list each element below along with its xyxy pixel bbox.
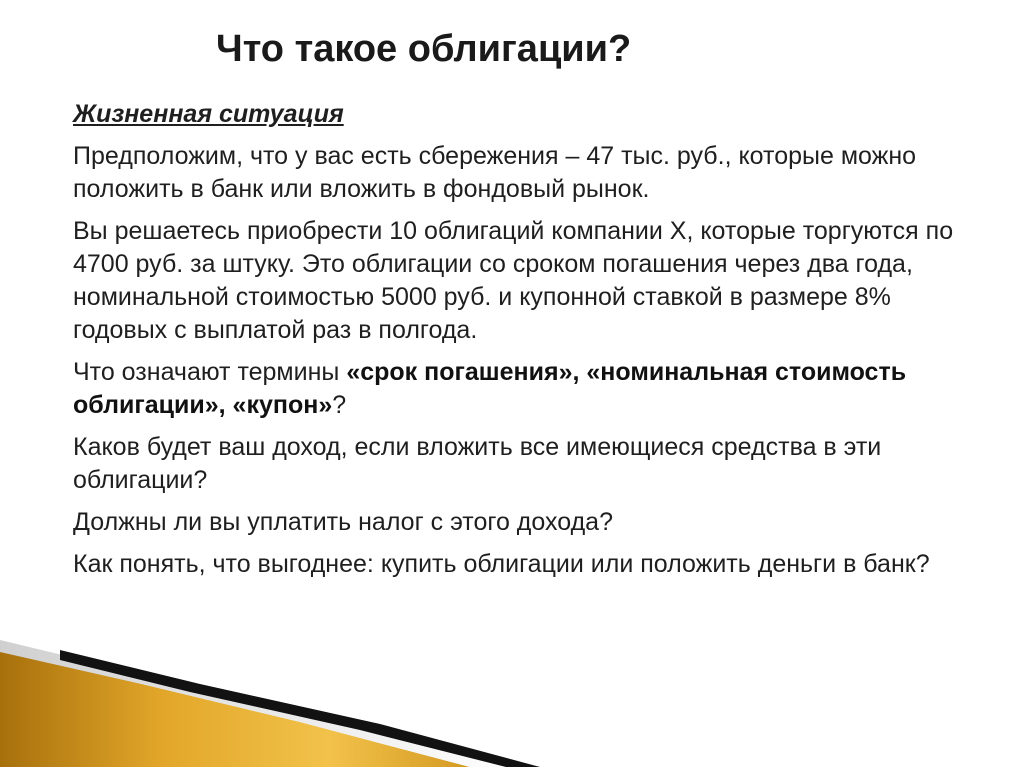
subtitle: Жизненная ситуация bbox=[73, 100, 344, 128]
paragraph-tax-question: Должны ли вы уплатить налог с этого дохода? bbox=[73, 508, 613, 536]
slide-body bbox=[73, 98, 973, 590]
subtitle-paragraph bbox=[73, 98, 973, 131]
paragraph-bond-purchase: Вы решаетесь приобрести 10 облигаций компании Х, которые торгуются по 4700 руб. за штуку. Это облигации со сроком погашения через два года, номинальной стоимостью 5000 руб. и купонной ставкой в размере 8% годовых с выплатой раз в полгода. bbox=[73, 217, 954, 344]
paragraph-savings: Предположим, что у вас есть сбережения – 47 тыс. руб., которые можно положить в банк или вложить в фондовый рынок. bbox=[73, 142, 917, 203]
slide-title: Что такое облигации? bbox=[216, 28, 632, 70]
terms-highlight: «срок погашения», «номинальная стоимость облигации», «купон» bbox=[73, 358, 907, 419]
paragraph-income-question: Каков будет ваш доход, если вложить все имеющиеся средства в эти облигации? bbox=[73, 433, 882, 494]
terms-question-mark: ? bbox=[332, 391, 347, 419]
paragraph-comparison-question: Как понять, что выгоднее: купить облигации или положить деньги в банк? bbox=[73, 550, 930, 578]
terms-question-lead: Что означают термины bbox=[73, 358, 347, 386]
paragraph-terms-question bbox=[73, 356, 973, 422]
